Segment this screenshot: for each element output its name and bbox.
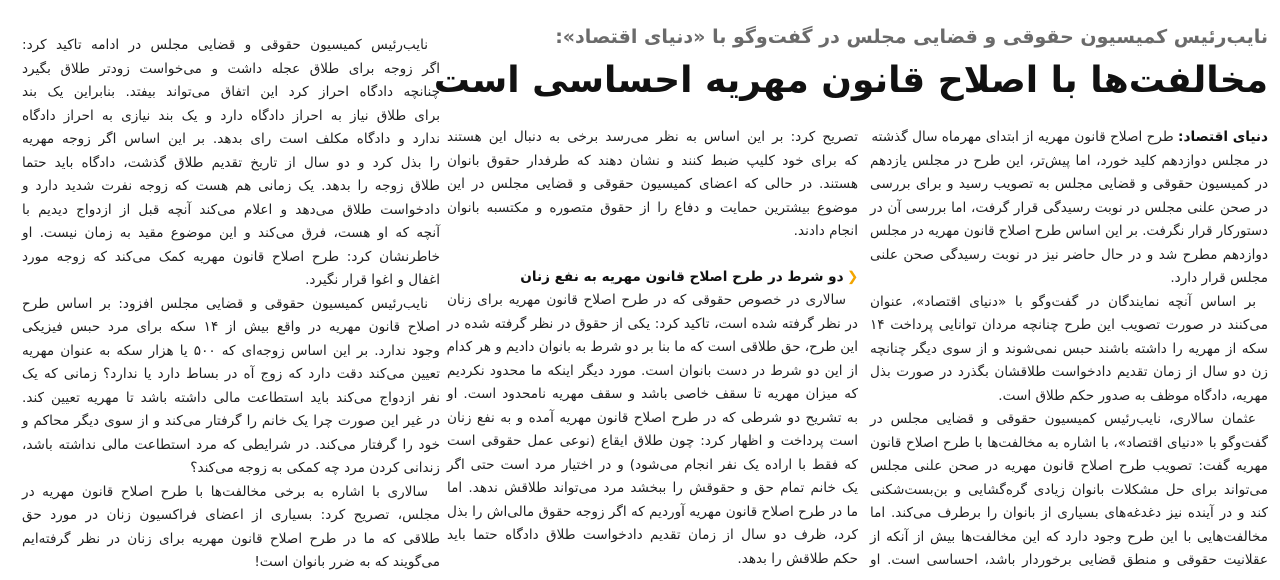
- lead-label: دنیای اقتصاد:: [1178, 129, 1268, 145]
- line-text: در صحن علنی مجلس در نوبت رسیدگی قرار گرفت، اما بررسی آن در: [870, 199, 1268, 216]
- line-text: دوازدهم مطرح شد و در حال حاضر نیز در نوبت رسیدگی صحن علنی: [870, 246, 1268, 263]
- line-text: طلاق زوجه را بدهد. یک زمانی هم هست که زوجه نفرت شدید دارد و: [22, 178, 440, 194]
- line-text: دادخواست طلاق می‌دهد و اعلام می‌کند آنچه قبل از ازدواج دیدیم با: [22, 201, 440, 218]
- paragraph-line: [447, 173, 858, 197]
- paragraph-line: [447, 430, 858, 454]
- line-text: وجود ندارد. بر این اساس زوجه‌ای که ۵۰۰ یا هزار سکه به عنوان مهریه: [22, 342, 440, 359]
- paragraph-line: [22, 222, 440, 246]
- paragraph-line: [870, 549, 1268, 573]
- line-text: از این دو شرط در دست بانوان است. مورد دیگر اینکه ما محدود نکردیم: [447, 362, 858, 379]
- line-text: می‌گویند که به ضرر بانوان است!: [254, 554, 440, 570]
- paragraph-line: [447, 220, 858, 244]
- line-text: تصریح کرد: بر این اساس به نظر می‌رسد برخی به دنبال این هستند: [447, 129, 858, 145]
- paragraph-line: [22, 105, 440, 129]
- line-text: مخالفت‌هایی با این طرح وجود دارد که این مخالفت‌ها بیش از آنکه از: [870, 528, 1268, 545]
- paragraph-line: [447, 548, 858, 572]
- line-text: مهریه، دادگاه موظف به صدور حکم طلاق است.: [998, 387, 1268, 404]
- paragraph-line: [22, 269, 440, 293]
- line-text: به تشریح دو شرطی که در طرح اصلاح قانون مهریه آمده و به نفع زنان: [447, 409, 858, 426]
- line-text: طرح اصلاح قانون مهریه از ابتدای مهرماه سال گذشته: [871, 129, 1179, 145]
- paragraph-line: [22, 316, 440, 340]
- line-text: مجلس قرار دارد.: [1170, 270, 1268, 286]
- line-text: سکه از مهریه را داشته باشند حبس نمی‌شوند و از سوی دیگر چنانچه: [870, 340, 1268, 357]
- paragraph-line: [447, 477, 858, 501]
- paragraph-line: [870, 432, 1268, 456]
- paragraph-line: [447, 197, 858, 221]
- paragraph-line: [22, 81, 440, 105]
- paragraph-line: [22, 504, 440, 528]
- line-text: خود را گرفتار می‌کند. در شرایطی که مرد استطاعت مالی نداشته باشد،: [22, 436, 440, 453]
- line-text: ندارد و دادگاه مکلف است رای بدهد. بر این اساس اگر زوجه مهریه: [22, 131, 440, 147]
- paragraph-line: [870, 314, 1268, 338]
- paragraph-line: [870, 502, 1268, 526]
- paragraph-line: [447, 501, 858, 525]
- paragraph-line: [22, 363, 440, 387]
- line-text: انجام دادند.: [793, 223, 858, 239]
- paragraph-line: [22, 340, 440, 364]
- paragraph-line: [447, 289, 858, 313]
- line-text: یک خانم تمام حق و حقوقش را ببخشد مرد می‌تواند طلاقش ندهد. اما: [447, 480, 858, 496]
- line-text: در نظر گرفته شده است، تاکید کرد: یکی از حقوق در نظر گرفته شده در: [447, 315, 858, 332]
- paragraph-line: [870, 197, 1268, 221]
- paragraph-line: [22, 481, 440, 505]
- paragraph-line: [447, 126, 858, 150]
- paragraph-line: [447, 150, 858, 174]
- paragraph-line: [22, 58, 440, 82]
- paragraph-line: [22, 551, 440, 575]
- paragraph-line: [447, 454, 858, 478]
- article-subtitle: نایب‌رئیس کمیسیون حقوقی و قضایی مجلس در گفت‌وگو با «دنیای اقتصاد»:: [555, 26, 1268, 48]
- column-left: [22, 34, 440, 575]
- line-text: حکم طلاقش را بدهد.: [737, 550, 858, 567]
- line-text: چنانچه دادگاه احراز کرد این اتفاق می‌تواند بیفتد. بنابراین یک بند: [22, 84, 440, 100]
- line-text: در مجلس دوازدهم کلید خورد، اما پیش‌تر، این طرح در مجلس یازدهم: [870, 152, 1268, 169]
- paragraph-line: [447, 336, 858, 360]
- paragraph-line: [22, 152, 440, 176]
- line-text: را بذل کرد و دو سال از تاریخ تقدیم طلاق گذشت، دادگاه باید حتما: [22, 154, 440, 171]
- line-text: نایب‌رئیس کمیسیون حقوقی و قضایی مجلس در ادامه تاکید کرد:: [22, 37, 428, 53]
- line-text: موضوع بیشترین حمایت و دفاع را از حقوق متصوره و مکتسبه بانوان: [447, 199, 858, 216]
- paragraph-line: [22, 410, 440, 434]
- paragraph-line: [870, 455, 1268, 479]
- line-text: دستورکار قرار نگرفت. بر این اساس طرح اصلاح قانون مهریه در مجلس: [870, 223, 1268, 239]
- line-text: مجلس، تصریح کرد: بسیاری از اعضای فراکسیون زنان در مورد حق: [22, 507, 440, 523]
- line-text: این طرح، حق طلاقی است که ما بنا بر دو شرط به بانوان دادیم و هر کدام: [446, 339, 858, 355]
- line-text: کند و در آینده نیز دغدغه‌های بسیاری از بانوان را برطرف می‌کند. اما: [870, 505, 1268, 521]
- paragraph-line: [447, 383, 858, 407]
- line-text: می‌تواند برای حل مشکلات بانوان زیادی گره‌گشایی و بن‌بست‌شکنی: [870, 481, 1268, 498]
- line-text: ما در طرح اصلاح قانون مهریه آوردیم که اگر زوجه حقوق مالی‌اش را بذل: [447, 503, 858, 520]
- line-text: هستند. در حالی که اعضای کمیسیون حقوقی و قضایی مجلس در این: [447, 176, 858, 192]
- line-text: در غیر این صورت چرا یک خانم را گرفتار می‌کند و از سوی دیگر محاکم و: [22, 413, 440, 429]
- line-text: زندانی کردن مرد چه کمکی به زوجه می‌کند؟: [190, 460, 440, 476]
- line-text: نفر ازدواج می‌کند باید استطاعت مالی داشته باشد تا مهریه تعیین کند.: [22, 389, 440, 406]
- paragraph-line: [870, 220, 1268, 244]
- line-text: آنچه که او هست، فرق می‌کند و این موضوع مقید به زمان نیست. او: [22, 225, 440, 241]
- paragraph-line: [22, 293, 440, 317]
- line-text: اگر زوجه برای طلاق عجله داشت و می‌خواست زودتر طلاق بگیرد: [22, 60, 440, 77]
- line-text: برای طلاق نیاز به احراز دادگاه دارد و یک بند نیازی به احراز دادگاه: [22, 107, 440, 124]
- paragraph-line: [870, 267, 1268, 291]
- column-right: [870, 126, 1268, 573]
- line-text: خاطرنشان کرد: طرح اصلاح قانون مهریه کمک می‌کند که زوجه مورد: [22, 248, 440, 265]
- line-text: که فقط با اراده یک نفر انجام می‌شود) و در اختیار مرد است حتی اگر: [447, 456, 858, 473]
- line-text: که میزان مهریه تا سقف خاصی باشد و سقف مهریه نامحدود است. او: [447, 386, 858, 402]
- column-middle: [447, 126, 858, 571]
- paragraph-line: [447, 407, 858, 431]
- paragraph-line: [870, 244, 1268, 268]
- paragraph-line: [870, 361, 1268, 385]
- paragraph-line: [22, 175, 440, 199]
- paragraph-line: [870, 479, 1268, 503]
- line-text: سالاری در خصوص حقوقی که در طرح اصلاح قانون مهریه برای زنان: [447, 292, 846, 308]
- section-heading: [447, 266, 858, 290]
- line-text: مهریه گفت: تصویب طرح اصلاح قانون مهریه در صحن علنی مجلس: [870, 458, 1268, 474]
- paragraph-line: [870, 150, 1268, 174]
- line-text: سالاری با اشاره به برخی مخالفت‌ها با طرح اصلاح قانون مهریه در: [22, 483, 428, 500]
- line-text: نایب‌رئیس کمیسیون حقوقی و قضایی مجلس افزود: بر اساس طرح: [22, 295, 428, 312]
- paragraph-line: [22, 199, 440, 223]
- line-text: می‌کنند در صورت تصویب این طرح چنانچه مردان توانایی پرداخت ۱۴: [870, 317, 1268, 333]
- paragraph-line: [22, 128, 440, 152]
- paragraph-line: [870, 291, 1268, 315]
- paragraph-line: [22, 34, 440, 58]
- line-text: عقلانیت حقوقی و منطق قضایی برخوردار باشد، احساسی است. او: [870, 552, 1268, 568]
- article-title: مخالفت‌ها با اصلاح قانون مهریه احساسی است: [433, 60, 1268, 101]
- paragraph-line: [447, 524, 858, 548]
- paragraph-line: [447, 313, 858, 337]
- line-text: اصلاح قانون مهریه در واقع بیش از ۱۴ سکه برای مرد حبس فیزیکی: [22, 319, 440, 335]
- line-text: که برای خود کلیپ ضبط کنند و نشان دهند که طرفدار حقوق بانوان: [447, 152, 858, 169]
- line-text: بر اساس آنچه نمایندگان در گفت‌وگو با «دنیای اقتصاد»، عنوان: [870, 293, 1256, 310]
- paragraph-line: [22, 387, 440, 411]
- line-text: است پرداخت و اظهار کرد: چون طلاق ایقاع (نوعی عمل حقوقی است: [447, 433, 858, 449]
- line-text: گفت‌وگو با «دنیای اقتصاد»، با اشاره به مخالفت‌ها با طرح اصلاح قانون: [870, 434, 1268, 451]
- paragraph-line: [870, 526, 1268, 550]
- chevron-icon: ❯: [846, 268, 858, 285]
- line-text: طلاقی که ما در طرح اصلاح قانون مهریه برای زنان در نظر گرفته‌ایم: [22, 530, 440, 547]
- paragraph-line: [870, 408, 1268, 432]
- paragraph-line: [22, 246, 440, 270]
- paragraph-line: [870, 338, 1268, 362]
- section-heading-text: دو شرط در طرح اصلاح قانون مهریه به نفع زنان: [520, 268, 844, 285]
- line-text: عثمان سالاری، نایب‌رئیس کمیسیون حقوقی و قضایی مجلس در: [870, 411, 1256, 427]
- paragraph-line: [870, 385, 1268, 409]
- paragraph-line: [22, 528, 440, 552]
- line-text: اغفال و اغوا قرار نگیرد.: [305, 272, 440, 288]
- paragraph-line: [22, 434, 440, 458]
- paragraph-line: [870, 173, 1268, 197]
- paragraph-line: [870, 126, 1268, 150]
- line-text: زن دو سال از زمان تقدیم دادخواست طلاقشان بگذرد در صورت بذل: [870, 364, 1268, 380]
- line-text: کرد، ظرف دو سال از زمان تقدیم دادخواست طلاق دادگاه حتما باید: [447, 527, 858, 543]
- paragraph-line: [22, 457, 440, 481]
- line-text: در کمیسیون حقوقی و قضایی مجلس به تصویب رسید و برای بررسی: [870, 176, 1268, 192]
- paragraph-line: [447, 360, 858, 384]
- line-text: تعیین می‌کند دقت دارد که زوج آه در بساط دارد یا ندارد؟ زمانی که یک: [22, 366, 440, 382]
